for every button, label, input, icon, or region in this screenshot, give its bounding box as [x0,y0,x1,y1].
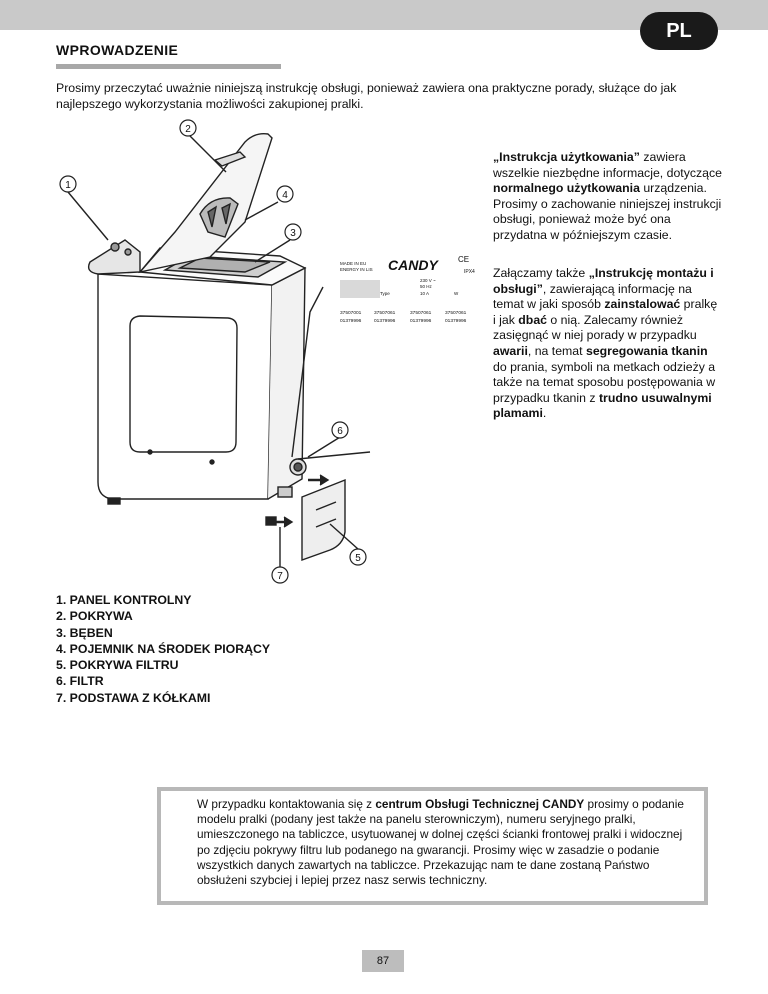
plate-row1: MADE IN EU [340,261,367,266]
plate-unit: W [454,291,459,296]
language-badge: PL [640,12,718,50]
title-underline [56,64,281,69]
parts-list [56,592,270,706]
bold-text: „Instrukcję montażu i obsługi” [493,266,714,296]
service-notice-text: W przypadku kontaktowania się z centrum Obsługi Technicznej CANDY prosimy o podanie modelu pralki (podany jest także na panelu sterowniczym), numeru seryjnego pralki, umieszczonego na tabliczce, usytuowanej w dolnej części ścianki frontowej pralki i widocznej po zdjęciu pokrywy filtru lub podanego na gwarancji. Prosimy więc w zasadzie o podanie wszystkich danych zawartych na tabliczce. Przekazując nam te dane zostaną Państwo obsłużeni szybciej i lepiej przez nasz serwis techniczny. [197,797,684,888]
list-item: 6. FILTR [56,674,104,689]
service-notice-box [157,787,708,905]
plate-code: 01379996 [410,319,432,324]
bold-text: awarii [493,343,528,358]
callout-2 [180,120,196,136]
bold-text: zainstalować [604,297,681,312]
list-item: 2. POKRYWA [56,609,133,624]
svg-text:2: 2 [185,124,191,135]
bold-text: dbać [518,312,547,327]
foot [108,498,120,504]
callout-1 [60,176,76,192]
plate-code: 37507061 [410,311,432,316]
washing-machine-diagram [40,112,490,592]
svg-text:7: 7 [277,571,283,582]
usage-instructions-paragraph: „Instrukcja użytkowania” zawiera wszelkie niezbędne informacje, dotyczące normalnego użytkowania urządzenia. Prosimy o zachowanie niniejszej instrukcji obsługi, ponieważ może być ona przydatna w późniejszym czasie. [493,150,722,242]
callout-5 [350,549,366,565]
plate-code: 01379996 [374,319,396,324]
brand-logo: CANDY [388,257,438,273]
plate-code: 01379996 [445,319,467,324]
plate-code: 01379996 [340,319,362,324]
ce-mark: CE [458,255,470,264]
list-item: 3. BĘBEN [56,625,113,640]
svg-text:4: 4 [282,190,288,201]
plate-type: Type [380,291,390,296]
intro-paragraph: Prosimy przeczytać uważnie niniejszą instrukcję obsługi, ponieważ zawiera ona praktyczne porady, służące do jak najlepszego wykorzystania możliwości zakupionej pralki. [56,81,677,111]
plate-code: 37507061 [445,311,467,316]
plate-code: 37507061 [374,311,396,316]
callout-4 [277,186,293,202]
callout-6 [332,422,348,438]
callout-3 [285,224,301,240]
bold-text: segregowania tkanin [585,343,708,358]
svg-text:6: 6 [337,426,343,437]
installation-instructions-paragraph: Załączamy także „Instrukcję montażu i obsługi”, zawierającą informację na temat w jaki sposób zainstalować pralkę i jak dbać o nią. Zalecamy również zasięgnąć w niej porady w przypadku awarii, na temat segregowania tkanin do prania, symboli na metkach odzieży a także na temat sposobu postępowania w przypadku tkanin z trudno usuwalnymi plamami. [493,266,718,421]
bold-text: centrum Obsługi Technicznej CANDY [375,797,585,811]
lid [140,134,272,272]
plate-freq: 50 Hz [420,284,432,289]
plate-code: 37507001 [340,311,362,316]
front-panel [130,316,237,452]
wheel-base [278,487,292,497]
callout-7 [272,567,288,583]
bold-text: „Instrukcja użytkowania” [493,150,640,164]
svg-text:3: 3 [290,228,296,239]
page-title: WPROWADZENIE [56,42,179,58]
list-item: 7. PODSTAWA Z KÓŁKAMI [56,690,211,705]
filter-cover [302,480,345,560]
svg-text:1: 1 [65,180,71,191]
list-item: 4. POJEMNIK NA ŚRODEK PIORĄCY [56,641,271,656]
svg-text:5: 5 [355,553,361,564]
plate-current: 10 A [420,291,430,296]
rating-plate [340,247,485,355]
ipx-rating: IPX4 [464,269,475,275]
bold-text: normalnego użytkowania [493,181,640,196]
list-item: 5. POKRYWA FILTRU [56,658,179,673]
plate-row2: ENERGY IN LIS [340,267,373,272]
bold-text: trudno usuwalnymi plamami [493,390,712,421]
page-number: 87 [362,950,404,972]
plate-voltage: 230 V ~ [420,278,436,283]
list-item: 1. PANEL KONTROLNY [56,593,192,607]
